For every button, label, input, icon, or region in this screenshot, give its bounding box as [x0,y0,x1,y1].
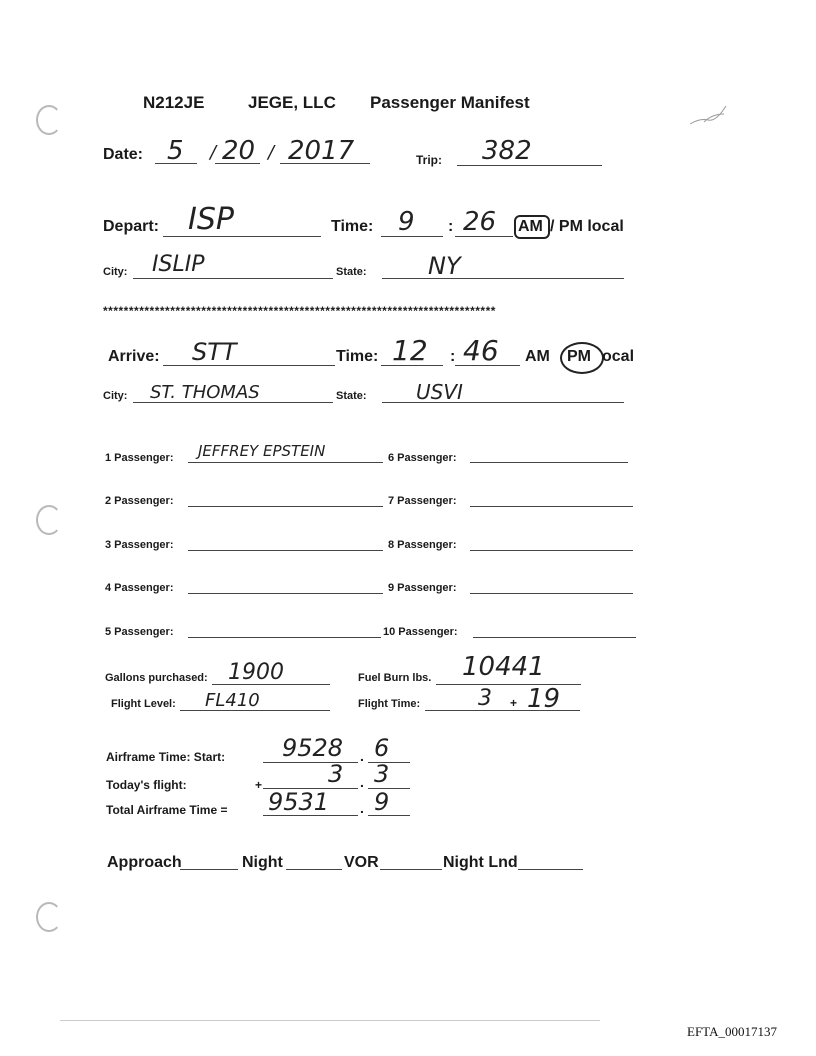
airframe-start-whole: 9528 [282,734,344,762]
passenger-1-value: JEFFREY EPSTEIN [198,442,326,460]
passenger-4-label: 4 Passenger: [105,582,174,594]
fuel-burn-label: Fuel Burn lbs. [358,672,432,684]
airframe-start-whole-line [263,762,358,763]
trip-label: Trip: [416,153,442,167]
flight-time-plus: + [510,696,518,710]
date-year-value: 2017 [288,136,355,166]
total-airframe-label: Total Airframe Time = [106,803,228,817]
binder-hole-top [36,105,62,135]
passenger-4-line [188,593,383,594]
flight-level-label: Flight Level: [111,698,176,710]
gallons-purchased-label: Gallons purchased: [105,672,208,684]
arrive-label: Arrive: [108,348,160,365]
vor-label: VOR [344,854,379,871]
bates-number: EFTA_00017137 [687,1024,777,1039]
passenger-2-label: 2 Passenger: [105,495,174,507]
depart-label: Depart: [103,218,160,235]
depart-state-label: State: [336,266,367,278]
passenger-7-line [470,506,633,507]
vor-line [380,869,442,870]
total-airframe-tenth-line [368,815,410,816]
arrive-state-value: USVI [416,380,463,404]
total-airframe-dot: . [360,800,364,816]
arrive-time-label: Time: [336,348,379,365]
passenger-9-label: 9 Passenger: [388,582,457,594]
passenger-8-label: 8 Passenger: [388,539,457,551]
arrive-city-line [133,402,333,403]
date-sep-1: / [210,142,217,163]
date-month-line [155,163,197,164]
flight-time-minutes: 19 [527,684,561,714]
passenger-2-line [188,506,383,507]
gallons-purchased-value: 1900 [228,660,284,685]
depart-city-line [133,278,333,279]
depart-time-colon: : [448,218,454,235]
section-separator: **************************************************************************** [103,304,496,318]
passenger-8-line [470,550,633,551]
passenger-1-line [188,462,383,463]
flight-level-line [180,710,330,711]
passenger-6-label: 6 Passenger: [388,452,457,464]
depart-minute-line [455,236,513,237]
date-year-line [280,163,370,164]
depart-state-value: NY [428,252,461,280]
passenger-10-line [473,637,636,638]
passenger-9-line [470,593,633,594]
night-line [286,869,342,870]
todays-flight-tenth: 3 [374,760,390,788]
gallons-purchased-line [212,684,330,685]
airframe-start-tenth: 6 [374,734,390,762]
depart-city-value: ISLIP [152,252,205,277]
date-label: Date: [103,146,144,163]
total-airframe-tenth: 9 [374,788,390,816]
depart-hour-line [381,236,443,237]
depart-time-label: Time: [331,218,374,235]
arrive-hour-value: 12 [392,334,428,367]
night-label: Night [242,854,283,871]
date-day-value: 20 [222,136,256,166]
flight-time-label: Flight Time: [358,698,421,710]
date-sep-2: / [268,142,275,163]
flight-time-hours: 3 [478,686,492,711]
tail-number: N212JE [143,93,205,112]
date-day-line [215,163,260,164]
arrive-time-colon: : [450,348,456,365]
passenger-5-line [188,637,381,638]
depart-pm-local-option: / PM local [550,218,624,235]
night-landing-label: Night Lnd [443,854,518,871]
trip-line [457,165,602,166]
arrive-city-value: ST. THOMAS [150,382,260,403]
arrive-state-line [382,402,624,403]
flight-level-value: FL410 [205,690,260,711]
document-title: Passenger Manifest [370,93,530,112]
depart-hour-value: 9 [398,207,415,237]
binder-hole-bottom [36,902,62,932]
flight-time-line [425,710,580,711]
approach-label: Approach [107,854,182,871]
total-airframe-whole: 9531 [268,788,330,816]
passenger-5-label: 5 Passenger: [105,626,174,638]
binder-hole-middle [36,505,62,535]
arrive-line [163,365,335,366]
trip-value: 382 [482,136,532,166]
passenger-3-label: 3 Passenger: [105,539,174,551]
arrive-state-label: State: [336,390,367,402]
arrive-pm-option: PM [567,348,591,365]
arrive-minute-line [455,365,520,366]
depart-line [163,236,321,237]
pencil-scribble-mark [686,98,736,132]
arrive-local-label: ocal [602,348,635,365]
passenger-3-line [188,550,383,551]
passenger-7-label: 7 Passenger: [388,495,457,507]
night-landing-line [518,869,583,870]
todays-flight-dot: . [360,774,364,790]
todays-flight-plus: + [255,778,263,792]
approach-line [180,869,238,870]
arrive-city-label: City: [103,390,128,402]
todays-flight-whole: 3 [328,760,344,788]
fuel-burn-value: 10441 [462,652,545,682]
arrive-value: STT [192,338,237,366]
airframe-start-label: Airframe Time: Start: [106,750,226,764]
arrive-am-option: AM [525,348,550,365]
date-month-value: 5 [167,136,184,166]
airframe-start-dot: . [360,748,364,764]
depart-am-option: AM [518,218,543,235]
depart-value: ISP [188,202,234,237]
scan-edge-line [60,1020,600,1021]
depart-minute-value: 26 [463,207,497,237]
total-airframe-whole-line [263,815,358,816]
passenger-6-line [470,462,628,463]
passenger-1-label: 1 Passenger: [105,452,174,464]
passenger-10-label: 10 Passenger: [383,626,458,638]
arrive-minute-value: 46 [463,334,499,367]
depart-state-line [382,278,624,279]
todays-flight-label: Today's flight: [106,778,187,792]
arrive-hour-line [381,365,443,366]
depart-city-label: City: [103,266,128,278]
company-name: JEGE, LLC [248,93,336,112]
